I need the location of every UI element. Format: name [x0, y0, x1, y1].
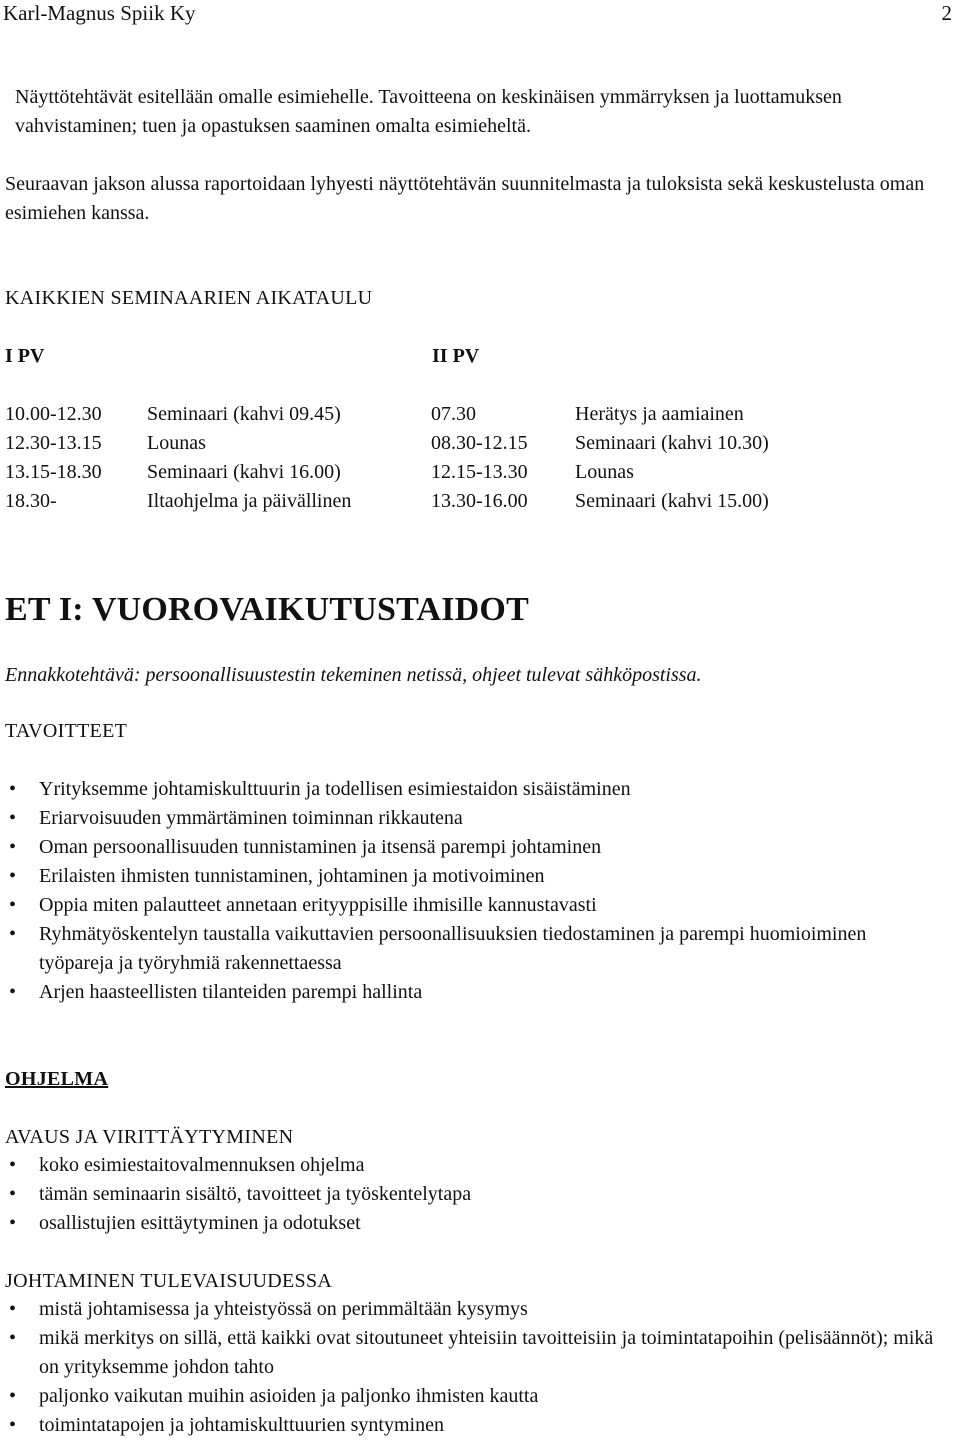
day2-time: 07.30 [431, 403, 476, 425]
list-item-text: osallistujien esittäytyminen ja odotukset [39, 1212, 361, 1234]
program-heading: OHJELMA [5, 1068, 109, 1090]
list-item [0, 920, 940, 978]
day2-activity: Lounas [575, 461, 634, 483]
list-item [0, 804, 940, 833]
list-item-text: Ryhmätyöskentelyn taustalla vaikuttavien persoonallisuuksien tiedostaminen ja parempi huomioiminen työpareja ja työryhmiä rakennettaessa [39, 923, 867, 974]
day2-label: II PV [432, 345, 480, 367]
day1-label: I PV [5, 345, 45, 367]
day1-activity: Seminaari (kahvi 09.45) [147, 403, 341, 425]
list-item [0, 862, 940, 891]
day2-time: 12.15-13.30 [431, 461, 528, 483]
day2-activity: Herätys ja aamiainen [575, 403, 744, 425]
list-item-text: Arjen haasteellisten tilanteiden parempi hallinta [39, 981, 423, 1003]
list-item-text: paljonko vaikutan muihin asioiden ja paljonko ihmisten kautta [39, 1385, 539, 1407]
bullet-icon: • [9, 894, 17, 916]
day2-activity: Seminaari (kahvi 15.00) [575, 490, 769, 512]
day1-time: 10.00-12.30 [5, 403, 102, 425]
schedule-title: KAIKKIEN SEMINAARIEN AIKATAULU [5, 287, 373, 309]
list-item [0, 1324, 940, 1382]
day2-time: 08.30-12.15 [431, 432, 528, 454]
bullet-icon: • [9, 1298, 17, 1320]
opening-list [0, 1151, 940, 1238]
list-item [0, 978, 940, 1007]
day1-time: 18.30- [5, 490, 57, 512]
day1-activity: Seminaari (kahvi 16.00) [147, 461, 341, 483]
list-item [0, 1151, 940, 1180]
future-list [0, 1295, 940, 1440]
header-company: Karl-Magnus Spiik Ky [3, 1, 196, 25]
opening-subheading: AVAUS JA VIRITTÄYTYMINEN [5, 1126, 294, 1148]
list-item [0, 1209, 940, 1238]
goals-list [0, 775, 940, 1007]
bullet-icon: • [9, 836, 17, 858]
bullet-icon: • [9, 1385, 17, 1407]
day2-time: 13.30-16.00 [431, 490, 528, 512]
future-subheading: JOHTAMINEN TULEVAISUUDESSA [5, 1270, 333, 1292]
bullet-icon: • [9, 865, 17, 887]
list-item-text: Erilaisten ihmisten tunnistaminen, johtaminen ja motivoiminen [39, 865, 545, 887]
list-item-text: Oppia miten palautteet annetaan erityyppisille ihmisille kannustavasti [39, 894, 597, 916]
section-heading: ET I: VUOROVAIKUTUSTAIDOT [5, 591, 529, 628]
intro-paragraph-1: Näyttötehtävät esitellään omalle esimiehelle. Tavoitteena on keskinäisen ymmärryksen ja luottamuksen vahvistaminen; tuen ja opastuksen saaminen omalta esimieheltä. [15, 86, 842, 137]
list-item-text: Eriarvoisuuden ymmärtäminen toiminnan rikkautena [39, 807, 463, 829]
day2-activity: Seminaari (kahvi 10.30) [575, 432, 769, 454]
list-item [0, 1382, 940, 1411]
bullet-icon: • [9, 1183, 17, 1205]
list-item [0, 891, 940, 920]
bullet-icon: • [9, 923, 17, 945]
list-item-text: Yrityksemme johtamiskulttuurin ja todellisen esimiestaidon sisäistäminen [39, 778, 631, 800]
header-page-number: 2 [941, 1, 952, 25]
list-item [0, 1180, 940, 1209]
list-item-text: tämän seminaarin sisältö, tavoitteet ja työskentelytapa [39, 1183, 472, 1205]
goals-heading: TAVOITTEET [5, 720, 128, 742]
list-item-text: Oman persoonallisuuden tunnistaminen ja itsensä parempi johtaminen [39, 836, 602, 858]
day1-activity: Iltaohjelma ja päivällinen [147, 490, 352, 512]
list-item [0, 1295, 940, 1324]
bullet-icon: • [9, 1154, 17, 1176]
list-item-text: toimintatapojen ja johtamiskulttuurien syntyminen [39, 1414, 444, 1436]
list-item-text: mistä johtamisessa ja yhteistyössä on perimmältään kysymys [39, 1298, 528, 1320]
bullet-icon: • [9, 1327, 17, 1349]
pre-task-note: Ennakkotehtävä: persoonallisuustestin tekeminen netissä, ohjeet tulevat sähköpostissa. [5, 664, 702, 686]
list-item-text: koko esimiestaitovalmennuksen ohjelma [39, 1154, 365, 1176]
list-item-text: mikä merkitys on sillä, että kaikki ovat sitoutuneet yhteisiin tavoitteisiin ja toimintatapoihin (pelisäännöt); mikä on yrityksemme johdon tahto [39, 1327, 934, 1378]
day1-activity: Lounas [147, 432, 206, 454]
intro-paragraph-2: Seuraavan jakson alussa raportoidaan lyhyesti näyttötehtävän suunnitelmasta ja tuloksista sekä keskustelusta oman esimiehen kanssa. [5, 173, 925, 224]
bullet-icon: • [9, 1414, 17, 1436]
bullet-icon: • [9, 1212, 17, 1234]
bullet-icon: • [9, 807, 17, 829]
day1-time: 12.30-13.15 [5, 432, 102, 454]
list-item [0, 775, 940, 804]
bullet-icon: • [9, 981, 17, 1003]
bullet-icon: • [9, 778, 17, 800]
day1-time: 13.15-18.30 [5, 461, 102, 483]
list-item [0, 833, 940, 862]
